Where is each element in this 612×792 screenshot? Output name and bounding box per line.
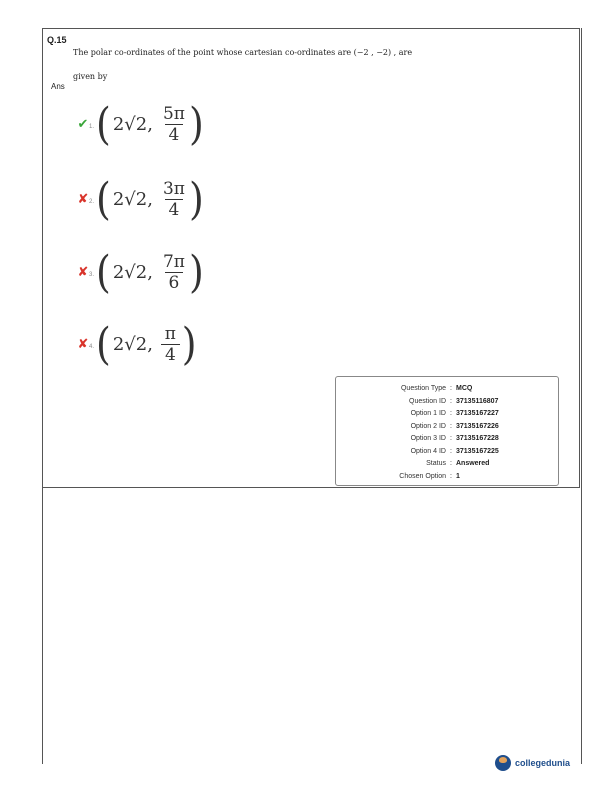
option-4[interactable] [77,319,197,369]
option-expression [96,173,204,225]
option-expression [96,98,204,150]
meta-value: 37135167226 [456,422,499,430]
option-2[interactable] [77,174,204,224]
cross-icon: ✘ [77,191,89,206]
meta-key: Option 3 ID [410,435,446,442]
left-paren: ( [96,98,111,150]
meta-separator: : [450,472,452,480]
angle-numerator: 5π [162,103,185,124]
question-text-line-1: The polar co-ordinates of the point whose cartesian co-ordinates are (−2 , −2) , are [73,48,413,57]
angle-denominator: 4 [165,124,184,145]
option-radius: 2√2, [112,113,153,135]
option-1[interactable] [77,99,204,149]
meta-value: 37135167225 [456,447,499,455]
angle-denominator: 4 [161,344,180,365]
meta-value: Answered [456,460,490,467]
option-expression [96,246,204,298]
meta-key: Question ID [409,397,446,405]
angle-denominator: 4 [165,199,184,220]
angle-denominator: 6 [165,272,184,293]
meta-row [336,446,558,459]
meta-value: 37135167227 [456,410,499,417]
meta-value: 1 [456,472,460,480]
meta-row [336,458,558,471]
option-number: 3. [89,272,95,278]
meta-row [336,433,558,446]
meta-key: Question Type [400,385,446,392]
option-radius: 2√2, [112,333,153,355]
meta-row [336,383,558,396]
collegedunia-logo-icon [495,755,511,771]
option-number: 4. [89,344,95,350]
meta-row [336,471,558,484]
meta-key: Status [426,460,446,467]
meta-value: MCQ [456,385,473,392]
question-text [73,41,493,89]
angle-numerator: π [164,323,176,344]
option-radius: 2√2, [112,261,153,283]
meta-separator: : [450,422,452,430]
meta-value: 37135167228 [456,435,499,442]
meta-key: Option 4 ID [410,447,446,455]
right-paren: ) [181,318,197,370]
meta-key: Option 1 ID [410,410,446,417]
meta-separator: : [450,435,452,442]
meta-separator: : [450,447,452,455]
logo-text-group [511,758,570,768]
check-icon: ✔ [77,116,89,131]
meta-value: 37135116807 [456,397,499,405]
meta-separator: : [450,397,452,405]
right-paren: ) [188,98,204,150]
left-paren: ( [96,173,111,225]
angle-numerator: 7π [162,251,185,272]
cross-icon: ✘ [77,336,89,351]
right-paren: ) [188,173,204,225]
meta-separator: : [450,410,452,417]
left-paren: ( [96,246,111,298]
option-3[interactable] [77,247,204,297]
meta-row [336,421,558,434]
option-number: 1. [89,124,95,130]
question-number: Q.15 [47,35,67,45]
option-expression [96,318,197,370]
logo-text: collegedunia [515,758,571,768]
collegedunia-logo[interactable] [495,755,570,771]
option-angle [161,179,187,220]
cross-icon: ✘ [77,264,89,279]
angle-numerator: 3π [162,178,185,199]
question-metadata-panel [335,376,559,486]
option-radius: 2√2, [112,188,153,210]
meta-key: Chosen Option [399,472,446,480]
meta-key: Option 2 ID [410,422,446,430]
meta-separator: : [450,385,452,392]
left-paren: ( [96,318,111,370]
option-angle [161,252,187,293]
question-text-line-2: given by [73,72,108,81]
option-number: 2. [89,199,95,205]
meta-separator: : [450,460,452,467]
option-angle [161,104,187,145]
meta-row [336,408,558,421]
meta-row [336,396,558,409]
option-angle [161,324,180,365]
answer-label: Ans [51,82,65,91]
right-paren: ) [188,246,204,298]
